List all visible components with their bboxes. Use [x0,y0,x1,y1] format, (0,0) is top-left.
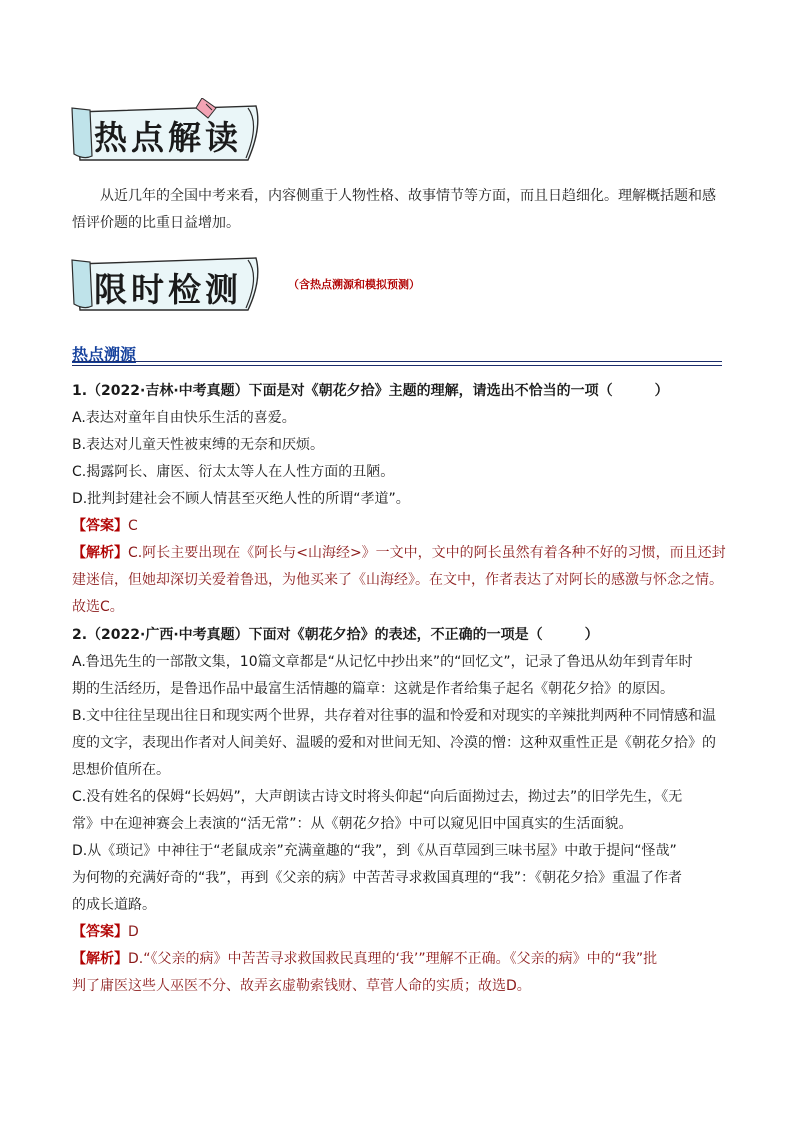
analysis-text: 故选C。 [72,599,124,615]
banner-timed-test [70,252,270,316]
answer-row [72,513,722,540]
option-c: C.揭露阿长、庸医、衍太太等人在人性方面的丑陋。 [72,464,395,480]
option-line: 为何物的充满好奇的“我”，再到《父亲的病》中苦苦寻求救国真理的“我”：《朝花夕拾》重温了作者 [72,870,683,886]
option-d: D.批判封建社会不顾人情甚至灭绝人性的所谓“孝道”。 [72,491,410,507]
analysis-row [72,946,722,973]
banner-hotspot-interpretation [70,98,270,166]
option-b: B.表达对儿童天性被束缚的无奈和厌烦。 [72,437,325,453]
banner-title: 热点解读 [94,118,242,157]
section-title: 热点溯源 [72,345,137,364]
banner-title: 限时检测 [94,270,242,309]
option-a: A.表达对童年自由快乐生活的喜爱。 [72,410,296,426]
answer-label: 【答案】 [72,518,128,534]
option-line: C.没有姓名的保姆“长妈妈”，大声朗读古诗文时将头仰起“向后面拗过去，拗过去”的旧学先生，《无 [72,789,683,805]
analysis-text: C.阿长主要出现在《阿长与<山海经>》一文中，文中的阿长虽然有着各种不好的习惯，而且还封 [128,545,726,561]
divider [72,361,722,362]
option-line: D.从《琐记》中神往于“老鼠成亲”充满童趣的“我”，到《从百草园到三味书屋》中敢于提问“怪哉” [72,843,677,859]
divider [72,365,722,366]
option-line: 思想价值所在。 [72,762,170,778]
question-stem: 1.（2022·吉林·中考真题）下面是对《朝花夕拾》主题的理解，请选出不恰当的一项（ ） [72,383,669,399]
analysis-row [72,540,726,567]
question-stem: 2.（2022·广西·中考真题）下面对《朝花夕拾》的表述，不正确的一项是（ ） [72,627,599,643]
option-line: 度的文字，表现出作者对人间美好、温暖的爱和对世间无知、冷漠的憎：这种双重性正是《朝花夕拾》的 [72,735,716,751]
option-line: B.文中往往呈现出往日和现实两个世界，共存着对往事的温和怜爱和对现实的辛辣批判两种不同情感和温 [72,708,717,724]
answer-label: 【答案】 [72,924,128,940]
intro-line: 悟评价题的比重日益增加。 [72,215,240,231]
answer-row [72,919,722,946]
test-note: （含热点溯源和模拟预测） [288,278,420,291]
intro-line: 从近几年的全国中考来看，内容侧重于人物性格、故事情节等方面，而且日趋细化。理解概括题和感 [100,188,716,204]
analysis-text: 建迷信，但她却深切关爱着鲁迅，为他买来了《山海经》。在文中，作者表达了对阿长的感激与怀念之情。 [72,572,723,588]
analysis-text: 判了庸医这些人巫医不分、故弄玄虚勒索钱财、草菅人命的实质；故选D。 [72,978,531,994]
analysis-label: 【解析】 [72,951,128,967]
analysis-text: D.“《父亲的病》中苦苦寻求救国救民真理的‘我’”理解不正确。《父亲的病》中的“我”批 [128,951,658,967]
answer-value: D [128,924,139,940]
analysis-label: 【解析】 [72,545,128,561]
question-2 [72,622,722,1000]
answer-value: C [128,518,138,534]
option-line: 的成长道路。 [72,897,156,913]
question-1 [72,378,726,621]
option-line: A.鲁迅先生的一部散文集，10篇文章都是“从记忆中抄出来”的“回忆文”，记录了鲁迅从幼年到青年时 [72,654,693,670]
option-line: 期的生活经历，是鲁迅作品中最富生活情趣的篇章：这就是作者给集子起名《朝花夕拾》的原因。 [72,681,674,697]
intro-paragraph [72,183,722,237]
option-line: 常》中在迎神赛会上表演的“活无常”：从《朝花夕拾》中可以窥见旧中国真实的生活面貌。 [72,816,633,832]
